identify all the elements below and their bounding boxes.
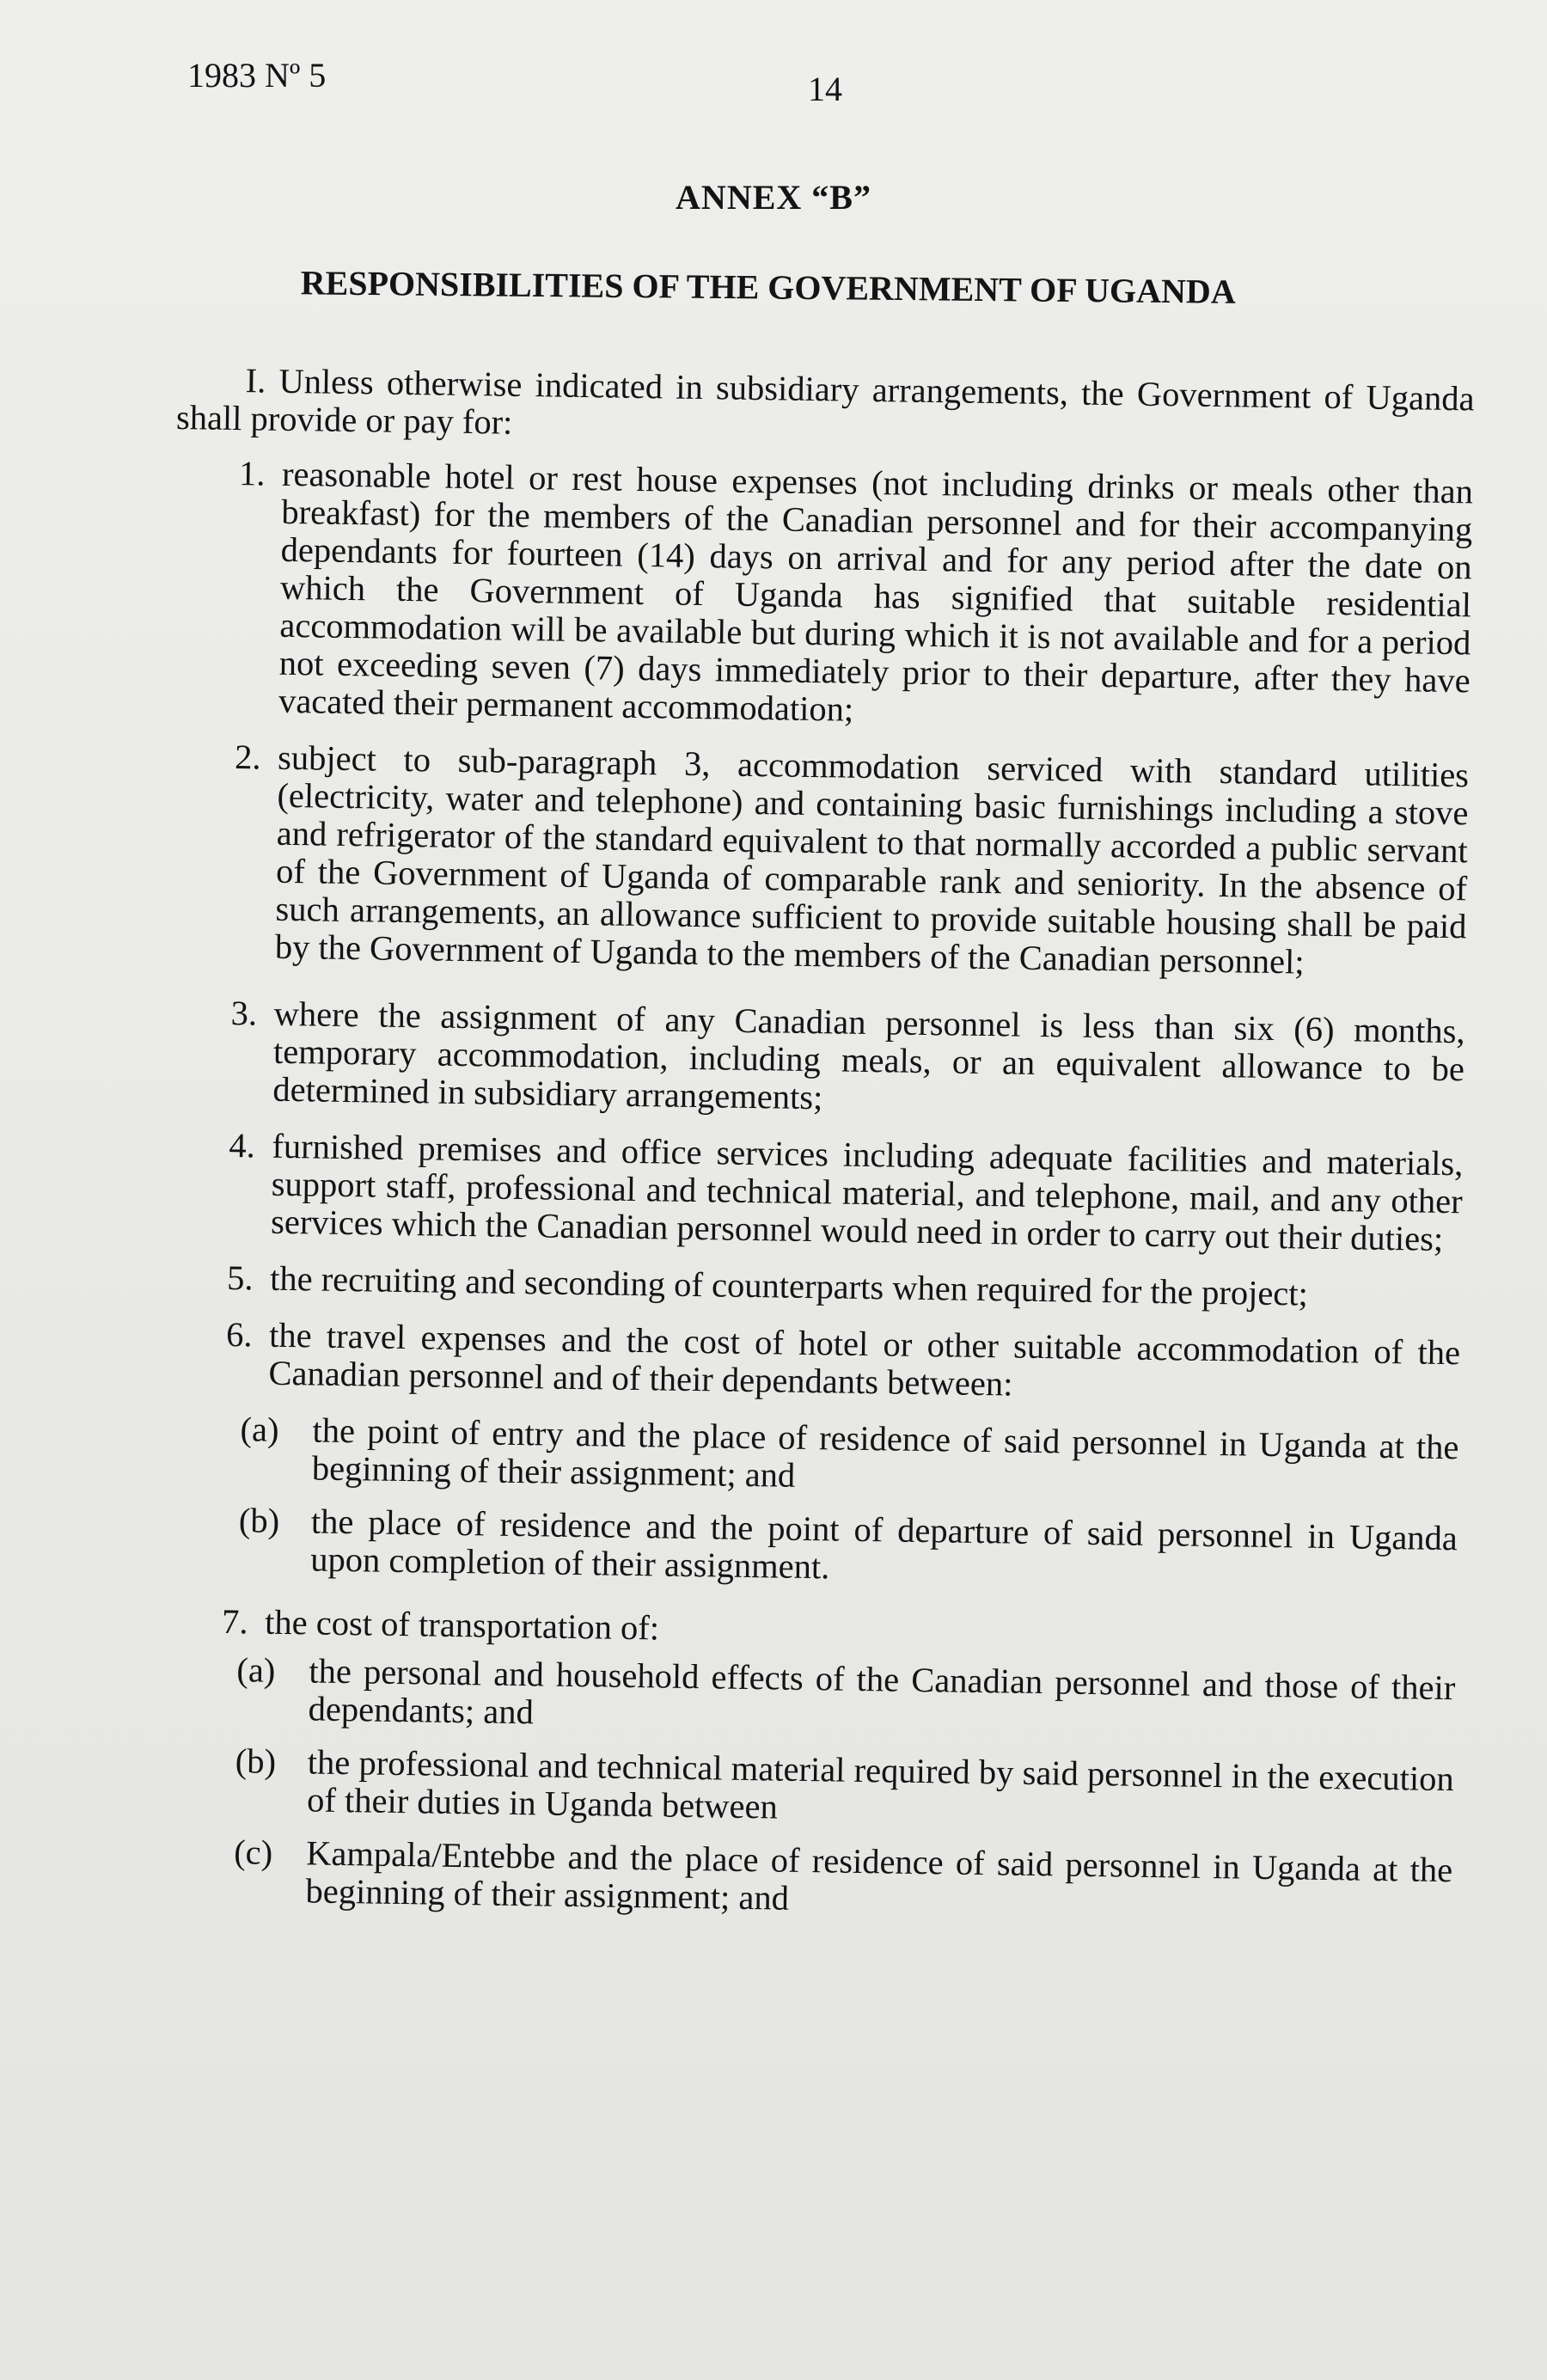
list-item xyxy=(172,454,1473,737)
item-text: reasonable hotel or rest house expenses (not including drinks or meals other than breakfast) for the members of the Canadian personnel and for their accompanying dependants for fourteen (14) days on arrival and for any period after the date on which the Government of Uganda has signified that suitable residential accommodation will be available but during which it is not available and for a period not exceeding seven (7) days immediately prior to their departure, after they have vacated their permanent accommodation; xyxy=(278,454,1474,729)
item-text: the recruiting and seconding of counterparts when required for the project; xyxy=(269,1258,1309,1313)
sub-item xyxy=(156,1741,1454,1836)
item-text: the travel expenses and the cost of hotel or other suitable accommodation of the Canadian personnel and of their dependants between: xyxy=(268,1315,1461,1404)
list-item xyxy=(164,1126,1464,1258)
list-item xyxy=(168,737,1470,983)
sub-item-text: the personal and household effects of the Canadian personnel and those of their dependants; and xyxy=(308,1651,1456,1732)
item-number: 5. xyxy=(226,1257,254,1298)
sub-item-label: (b) xyxy=(235,1741,277,1781)
item-number: 1. xyxy=(238,454,266,493)
sub-item xyxy=(159,1501,1458,1595)
sub-item xyxy=(156,1650,1455,1745)
list-item xyxy=(163,1258,1461,1315)
sub-item-text: the place of residence and the point of departure of said personnel in Uganda upon completion of their assignment. xyxy=(310,1502,1458,1587)
item-number: 4. xyxy=(229,1126,256,1166)
list-item xyxy=(162,1315,1460,1410)
list-item xyxy=(158,1602,1456,1659)
sub-item-text: Kampala/Entebbe and the place of residence of said personnel in Uganda at the beginning of their assignment; and xyxy=(305,1833,1453,1918)
page-number: 14 xyxy=(808,70,842,108)
sub-item xyxy=(161,1410,1459,1504)
list-item xyxy=(166,994,1465,1126)
item-text: where the assignment of any Canadian personnel is less than six (6) months, temporary accommodation, including meals, or an equivalent allowance to be determined in subsidiary arrangements; xyxy=(272,994,1465,1117)
body-text xyxy=(154,361,1475,1943)
sub-item-label: (c) xyxy=(233,1832,273,1872)
item-number: 6. xyxy=(225,1314,253,1355)
item-number: 2. xyxy=(234,737,261,777)
sub-item-text: the point of entry and the place of residence of said personnel in Uganda at the beginning of their assignment; and xyxy=(311,1410,1459,1495)
annex-title: ANNEX “B” xyxy=(676,178,871,217)
item-number: 3. xyxy=(230,994,258,1033)
sub-item-label: (b) xyxy=(238,1501,280,1540)
item-text: the cost of transportation of: xyxy=(264,1602,660,1648)
item-text: furnished premises and office services including adequate facilities and materials, support staff, professional and technical material, and telephone, mail, and any other services which the Canadian personnel would need in order to carry out their duties; xyxy=(270,1126,1464,1258)
sub-item-label: (a) xyxy=(236,1650,276,1690)
sub-item-label: (a) xyxy=(240,1410,279,1449)
annex-subtitle: RESPONSIBILITIES OF THE GOVERNMENT OF UGANDA xyxy=(300,263,1236,311)
intro-paragraph: I. Unless otherwise indicated in subsidiary arrangements, the Government of Uganda shall provide or pay for: xyxy=(175,361,1475,442)
item-text: subject to sub-paragraph 3, accommodation serviced with standard utilities (electricity, water and telephone) and containing basic furnishings including a stove and refrigerator of the standard equivalent to that normally accorded a public servant of the Government of Uganda of comparable rank and seniority. In the absence of such arrangements, an allowance sufficient to provide suitable housing shall be paid by the Government of Uganda to the members of the Canadian personnel; xyxy=(274,737,1470,982)
item-number: 7. xyxy=(221,1601,248,1642)
sub-item-text: the professional and technical material required by said personnel in the execution of their duties in Uganda between xyxy=(306,1742,1455,1826)
year-number: 1983 Nº 5 xyxy=(187,56,327,95)
sub-item xyxy=(154,1832,1452,1927)
